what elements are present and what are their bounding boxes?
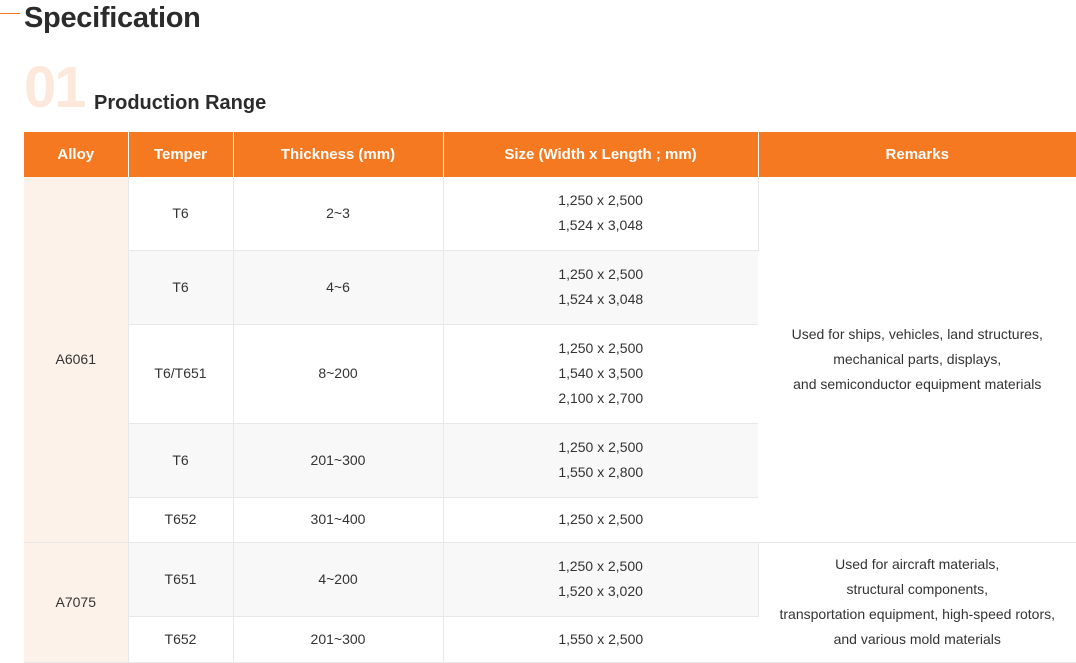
section-number: 01 xyxy=(24,58,85,118)
header-temper: Temper xyxy=(128,132,233,177)
size-cell xyxy=(443,250,758,324)
header-alloy: Alloy xyxy=(24,132,128,177)
table-header-row xyxy=(24,132,1076,177)
remarks-cell xyxy=(758,177,1076,542)
temper-cell: T652 xyxy=(128,616,233,662)
size-value: 1,250 x 2,500 xyxy=(444,262,759,287)
remarks-line: Used for aircraft materials, xyxy=(759,552,1076,577)
production-range-table xyxy=(24,132,1076,663)
temper-cell: T6 xyxy=(128,423,233,497)
remarks-line: and various mold materials xyxy=(759,627,1076,652)
thickness-cell: 2~3 xyxy=(233,177,443,250)
size-cell xyxy=(443,324,758,423)
size-value: 1,524 x 3,048 xyxy=(444,213,758,238)
temper-cell: T6 xyxy=(128,177,233,250)
section-title: Production Range xyxy=(94,90,266,116)
thickness-cell: 4~6 xyxy=(233,250,443,324)
table-row xyxy=(24,542,1076,616)
size-value: 1,550 x 2,500 xyxy=(444,627,759,652)
alloy-cell: A6061 xyxy=(24,177,128,542)
remarks-line: Used for ships, vehicles, land structures, xyxy=(759,322,1076,347)
size-value: 1,540 x 3,500 xyxy=(444,361,759,386)
size-value: 1,250 x 2,500 xyxy=(444,188,758,213)
remarks-line: transportation equipment, high-speed rotors, xyxy=(759,602,1076,627)
thickness-cell: 201~300 xyxy=(233,423,443,497)
thickness-cell: 301~400 xyxy=(233,497,443,542)
size-cell xyxy=(443,497,758,542)
size-cell xyxy=(443,177,758,250)
size-value: 1,250 x 2,500 xyxy=(444,435,759,460)
size-cell xyxy=(443,616,758,662)
temper-cell: T6 xyxy=(128,250,233,324)
thickness-cell: 4~200 xyxy=(233,542,443,616)
remarks-cell xyxy=(758,542,1076,662)
size-value: 2,100 x 2,700 xyxy=(444,386,759,411)
table-row xyxy=(24,177,1076,250)
size-cell xyxy=(443,542,758,616)
size-value: 1,250 x 2,500 xyxy=(444,507,759,532)
size-value: 1,550 x 2,800 xyxy=(444,460,759,485)
remarks-line: and semiconductor equipment materials xyxy=(759,372,1076,397)
title-accent-line xyxy=(0,13,20,14)
size-value: 1,520 x 3,020 xyxy=(444,579,758,604)
size-value: 1,250 x 2,500 xyxy=(444,336,759,361)
temper-cell: T651 xyxy=(128,542,233,616)
header-thickness: Thickness (mm) xyxy=(233,132,443,177)
remarks-line: structural components, xyxy=(759,577,1076,602)
thickness-cell: 201~300 xyxy=(233,616,443,662)
alloy-cell: A7075 xyxy=(24,542,128,662)
header-size: Size (Width x Length ; mm) xyxy=(443,132,758,177)
size-cell xyxy=(443,423,758,497)
size-value: 1,524 x 3,048 xyxy=(444,287,759,312)
temper-cell: T652 xyxy=(128,497,233,542)
size-value: 1,250 x 2,500 xyxy=(444,554,758,579)
header-remarks: Remarks xyxy=(758,132,1076,177)
page-title: Specification xyxy=(24,0,201,36)
temper-cell: T6/T651 xyxy=(128,324,233,423)
remarks-line: mechanical parts, displays, xyxy=(759,347,1076,372)
thickness-cell: 8~200 xyxy=(233,324,443,423)
